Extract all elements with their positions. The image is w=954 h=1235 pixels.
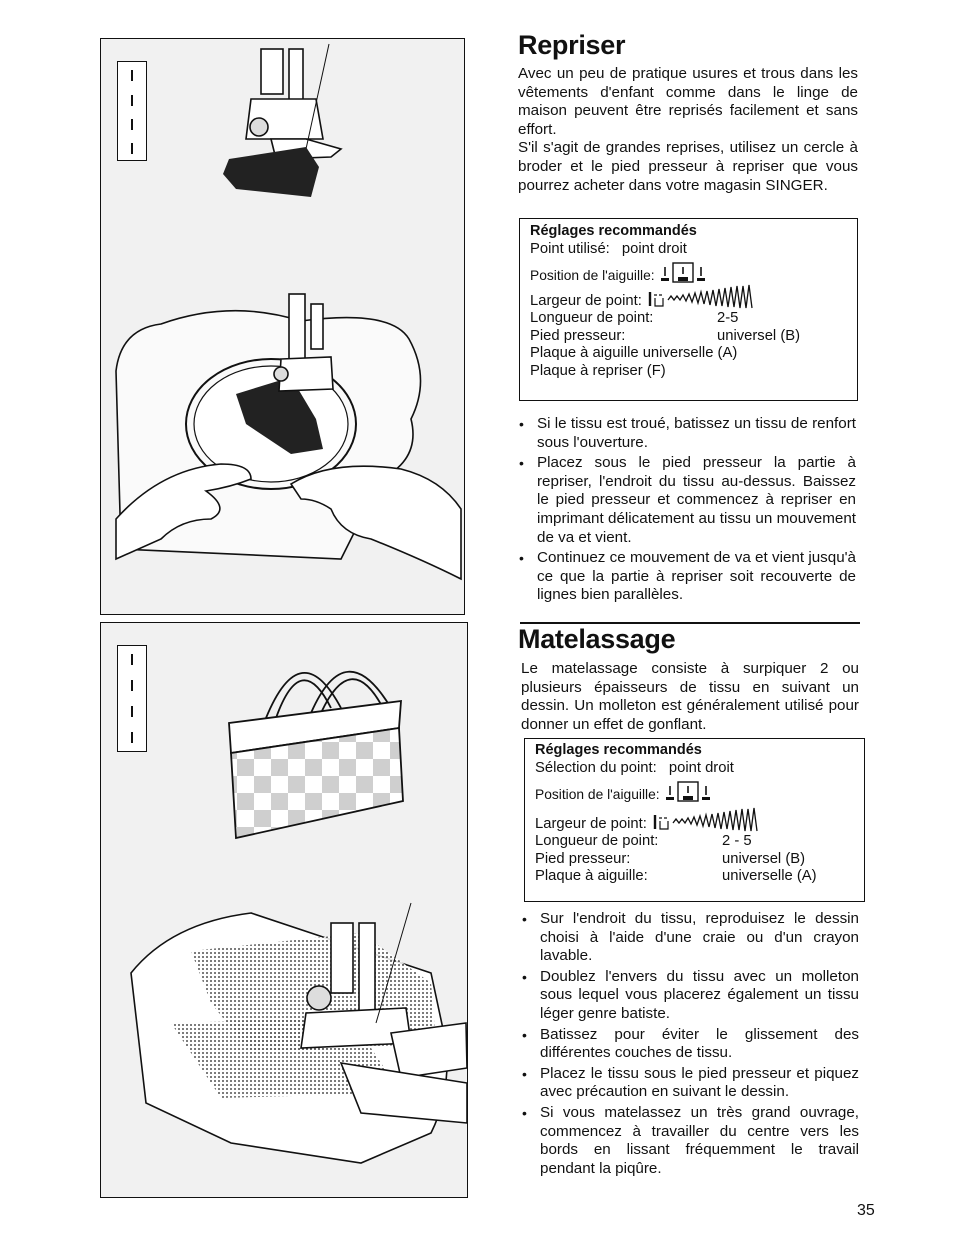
list-item: • Placez sous le pied presseur la partie à repriser, l'endroit du tissu au-dessus. Baissez le pied presseur et commencez à repriser en imprimant délicatement au tissu un mouvement de va et vient. bbox=[518, 454, 856, 547]
presser-foot-label: Pied presseur: bbox=[535, 850, 631, 867]
list-item: • Si le tissu est troué, batissez un tissu de renfort sous l'ouverture. bbox=[518, 415, 856, 452]
stitch-selection-label: Sélection du point: bbox=[535, 759, 657, 776]
stitch-width-icon bbox=[646, 284, 771, 310]
needle-plate-value: universelle (A) bbox=[722, 868, 817, 884]
list-item: • Placez le tissu sous le pied presseur et piquez avec précaution en suivant le dessin. bbox=[521, 1065, 859, 1102]
repriser-intro bbox=[518, 65, 858, 195]
matelassage-settings-box bbox=[524, 738, 865, 902]
stitch-length-label: Longueur de point: bbox=[535, 833, 659, 849]
stitch-used-value: point droit bbox=[621, 240, 687, 257]
needle-plate-row: Plaque à aiguille universelle (A) bbox=[530, 345, 738, 361]
repriser-paragraph-1: Avec un peu de pratique usures et trous dans les vêtements d'enfant comme dans le linge de maison peuvent être reprisés facilement et sans effort. bbox=[518, 65, 858, 138]
needle-position-label: Position de l'aiguille: bbox=[530, 267, 655, 283]
stitch-width-row bbox=[535, 803, 854, 833]
settings-title: Réglages recommandés bbox=[530, 223, 697, 239]
repriser-paragraph-2: S'il s'agit de grandes reprises, utilisez un cercle à broder et le pied presseur à repriser que vous pourrez acheter dans votre magasin SINGER. bbox=[518, 139, 858, 194]
darning-drawing bbox=[101, 39, 464, 614]
list-item: • Doublez l'envers du tissu avec un molleton sous lequel vous placerez également un tissu léger genre batiste. bbox=[521, 968, 859, 1024]
stitch-width-label: Largeur de point: bbox=[530, 292, 642, 309]
list-item: • Sur l'endroit du tissu, reproduisez le dessin choisi à l'aide d'une craie ou d'un crayon lavable. bbox=[521, 910, 859, 966]
stitch-length-row bbox=[530, 310, 847, 328]
presser-foot-value: universel (B) bbox=[722, 850, 806, 867]
presser-foot-row bbox=[530, 328, 847, 346]
list-item: • Batissez pour éviter le glissement des différentes couches de tissu. bbox=[521, 1026, 859, 1063]
darning-illustration-panel bbox=[100, 38, 465, 615]
list-item: • Si vous matelassez un très grand ouvrage, commencez à travailler du centre vers les bords en lissant fréquemment le travail pendant la piqûre. bbox=[521, 1104, 859, 1178]
matelassage-intro: Le matelassage consiste à surpiquer 2 ou plusieurs épaisseurs de tissu en suivant un dessin. Un molleton est généralement utilisé pour donner un effet de gonflant. bbox=[521, 660, 859, 733]
stitch-length-row bbox=[535, 833, 854, 851]
stitch-length-value: 2-5 bbox=[717, 310, 739, 326]
stitch-selection-value: point droit bbox=[668, 759, 734, 776]
needle-position-row bbox=[530, 258, 847, 284]
stitch-width-row bbox=[530, 284, 847, 310]
repriser-instructions-list bbox=[518, 415, 856, 605]
section-title-matelassage: Matelassage bbox=[518, 624, 676, 654]
needle-plate-label: Plaque à aiguille: bbox=[535, 868, 648, 884]
darning-patch-top bbox=[223, 147, 319, 197]
quilted-bag-drawing bbox=[229, 672, 403, 838]
settings-title: Réglages recommandés bbox=[535, 742, 702, 758]
matelassage-instructions-list bbox=[521, 910, 859, 1178]
section-title-repriser: Repriser bbox=[518, 30, 626, 60]
stitch-used-label: Point utilisé: bbox=[530, 240, 610, 257]
quilting-drawing bbox=[101, 623, 467, 1197]
stitch-length-value: 2 - 5 bbox=[722, 833, 752, 849]
page-number: 35 bbox=[857, 1202, 875, 1219]
repriser-settings-box bbox=[519, 218, 858, 401]
list-item: • Continuez ce mouvement de va et vient jusqu'à ce que la partie à repriser soit recouverte de lignes bien parallèles. bbox=[518, 549, 856, 605]
darning-plate-row: Plaque à repriser (F) bbox=[530, 362, 666, 379]
needle-position-icon bbox=[664, 779, 714, 803]
quilting-illustration-panel bbox=[100, 622, 468, 1198]
needle-position-icon bbox=[659, 260, 709, 284]
needle-position-row bbox=[535, 777, 854, 803]
needle-plate-row bbox=[535, 868, 854, 886]
presser-foot-top-drawing bbox=[246, 44, 341, 159]
stitch-selection-row bbox=[535, 760, 854, 778]
stitch-width-label: Largeur de point: bbox=[535, 815, 647, 832]
needle-position-label: Position de l'aiguille: bbox=[535, 786, 660, 802]
stitch-used-row bbox=[530, 241, 847, 259]
stitch-width-icon bbox=[651, 807, 776, 833]
presser-foot-value: universel (B) bbox=[717, 327, 801, 344]
presser-foot-row bbox=[535, 851, 854, 869]
stitch-length-label: Longueur de point: bbox=[530, 310, 654, 326]
presser-foot-label: Pied presseur: bbox=[530, 327, 626, 344]
